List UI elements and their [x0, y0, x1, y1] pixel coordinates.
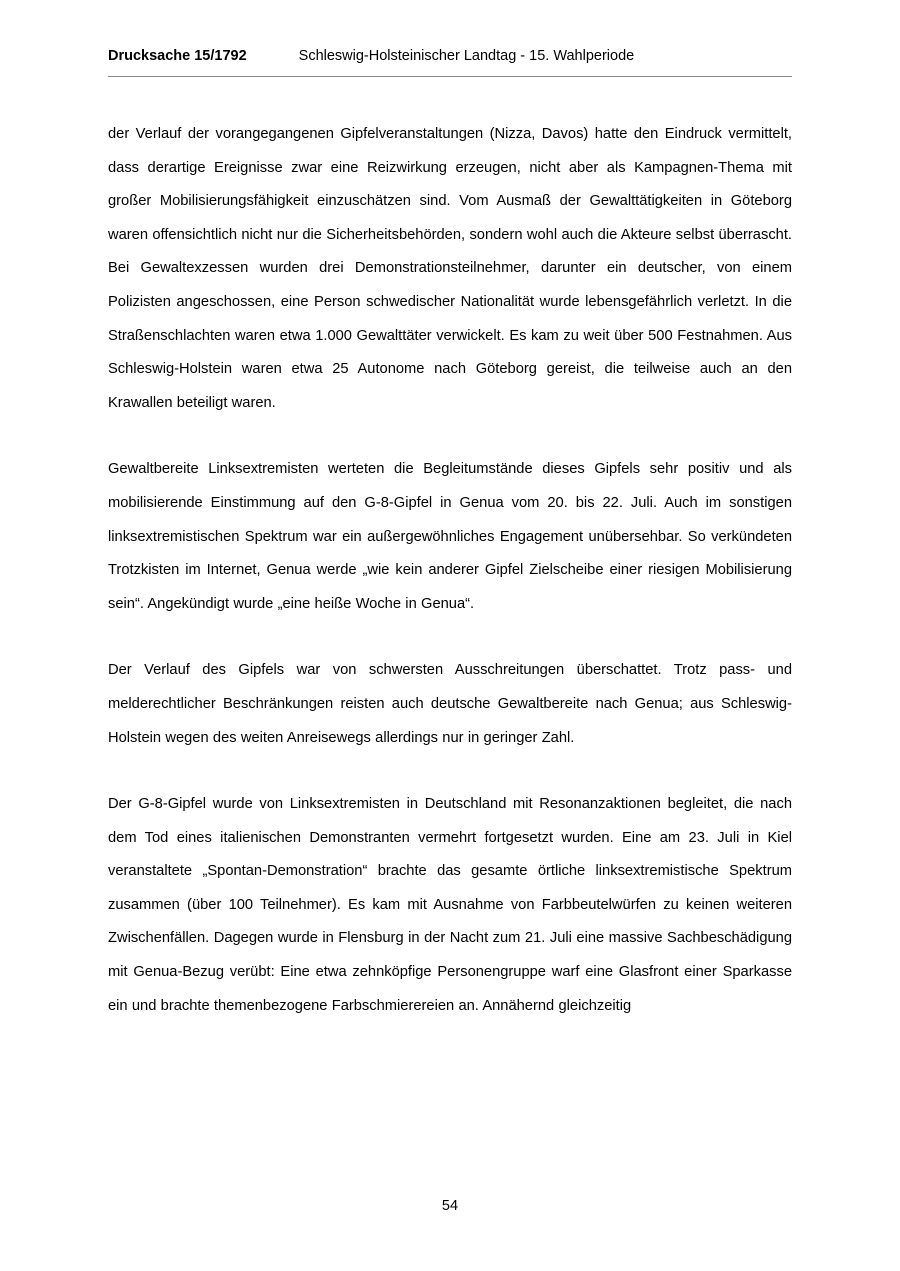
body-paragraph: Der Verlauf des Gipfels war von schwersten Ausschreitungen überschattet. Trotz pass- und melderechtlicher Beschränkungen reisten auch deutsche Gewaltbereite nach Genua; aus Schleswig-Holstein wegen des weiten Anreisewegs allerdings nur in geringer Zahl. — [108, 662, 792, 746]
page-number: 54 — [441, 1198, 459, 1214]
header-divider — [108, 76, 792, 77]
page-header — [108, 48, 792, 64]
body-paragraph: Der G-8-Gipfel wurde von Linksextremisten in Deutschland mit Resonanzaktionen begleitet, die nach dem Tod eines italienischen Demonstranten vermehrt fortgesetzt wurden. Eine am 23. Juli in Kiel veranstaltete „Spontan-Demonstration“ brachte das gesamte örtliche linksextremistische Spektrum zusammen (über 100 Teilnehmer). Es kam mit Ausnahme von Farbbeutelwürfen zu keinen weiteren Zwischenfällen. Dagegen wurde in Flensburg in der Nacht zum 21. Juli eine massive Sachbeschädigung mit Genua-Bezug verübt: Eine etwa zehnköpfige Personengruppe warf eine Glasfront einer Sparkasse ein und brachte themenbezogene Farbschmierereien an. Annähernd gleichzeitig — [108, 796, 792, 1014]
header-title: Schleswig-Holsteinischer Landtag - 15. Wahlperiode — [298, 48, 635, 64]
header-document-number: Drucksache 15/1792 — [108, 48, 247, 64]
body-paragraph: der Verlauf der vorangegangenen Gipfelveranstaltungen (Nizza, Davos) hatte den Eindruck vermittelt, dass derartige Ereignisse zwar eine Reizwirkung erzeugen, nicht aber als Kampagnen-Thema mit großer Mobilisierungsfähigkeit einzuschätzen sind. Vom Ausmaß der Gewalttätigkeiten in Göteborg waren offensichtlich nicht nur die Sicherheitsbehörden, sondern wohl auch die Akteure selbst überrascht. Bei Gewaltexzessen wurden drei Demonstrationsteilnehmer, darunter ein deutscher, von einem Polizisten angeschossen, eine Person schwedischer Nationalität wurde lebensgefährlich verletzt. In die Straßenschlachten waren etwa 1.000 Gewalttäter verwickelt. Es kam zu weit über 500 Festnahmen. Aus Schleswig-Holstein waren etwa 25 Autonome nach Göteborg gereist, die teilweise auch an den Krawallen beteiligt waren. — [108, 126, 792, 411]
page-body — [108, 118, 792, 1023]
body-paragraph: Gewaltbereite Linksextremisten werteten die Begleitumstände dieses Gipfels sehr positiv und als mobilisierende Einstimmung auf den G-8-Gipfel in Genua vom 20. bis 22. Juli. Auch im sonstigen linksextremistischen Spektrum war ein außergewöhnliches Engagement unübersehbar. So verkündeten Trotzkisten im Internet, Genua werde „wie kein anderer Gipfel Zielscheibe einer riesigen Mobilisierung sein“. Angekündigt wurde „eine heiße Woche in Genua“. — [108, 461, 792, 612]
